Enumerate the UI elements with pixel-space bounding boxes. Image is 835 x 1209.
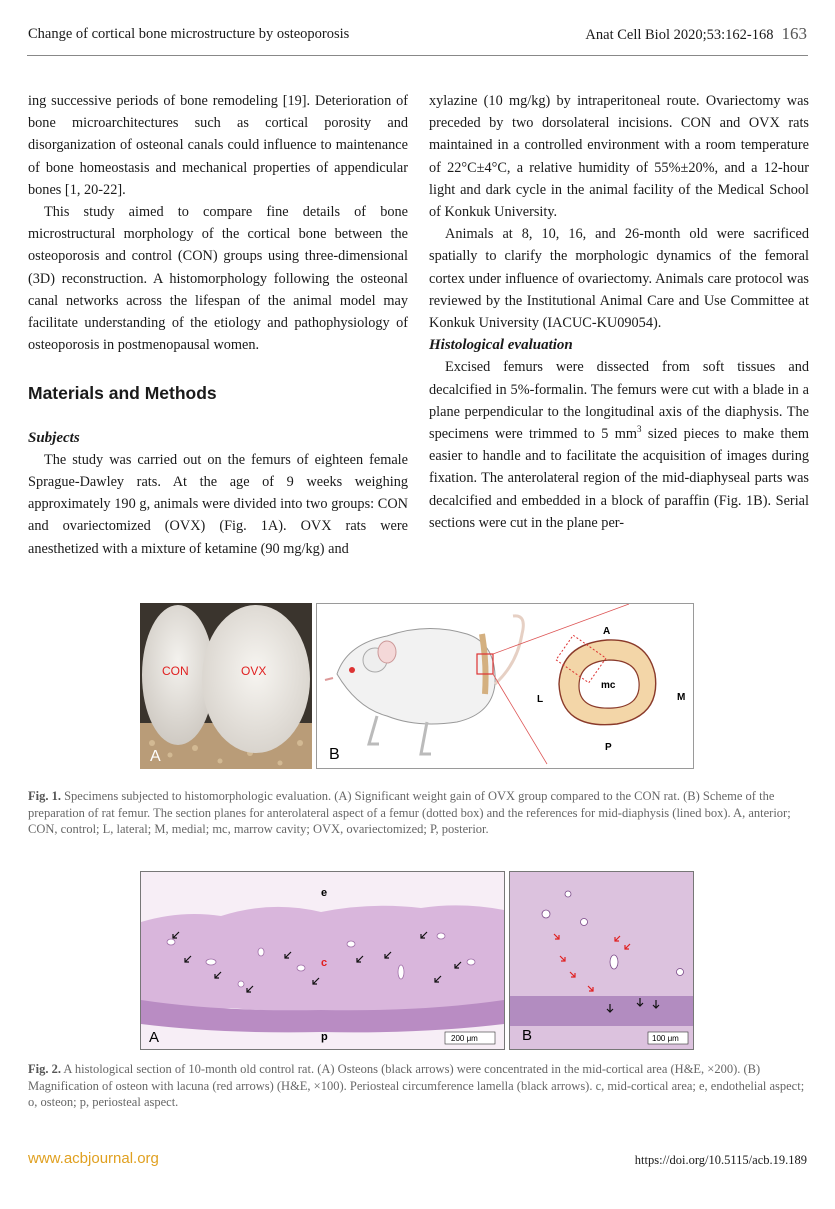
paragraph: This study aimed to compare fine details of bone microstructural morphology of the cortical bone between the osteoporosis and control (CON) groups using three-dimensional (3D) reconstruction. A histomorphology following the osteonal canal networks across the lifespan of the animal model may facilitate understanding of the etiology and pathophysiology of osteoporosis in postmenopausal women. xyxy=(28,204,408,354)
histology-section-a xyxy=(141,872,504,1049)
figure2-panel-b-histology xyxy=(509,871,694,1050)
rat-illustration xyxy=(325,616,523,754)
figure1-panel-a-photo xyxy=(140,603,312,769)
paragraph: xylazine (10 mg/kg) by intraperitoneal route. Ovariectomy was preceded by two dorsolateral incisions. CON and OVX rats maintained in a controlled environment with a room temperature of 22°C±4°C, a relative humidity of 55%±20%, and a 12-hour light and dark cycle in the animal facility of the Medical School of Konkuk University. xyxy=(429,93,809,221)
section-heading: Materials and Methods xyxy=(28,383,217,404)
label-posterior: P xyxy=(605,742,612,753)
paragraph: Animals at 8, 10, 16, and 26-month old were sacrificed spatially to clarify the morphologic dynamics of the femoral cortex under influence of ovariectomy. Animals care protocol was reviewed by the Institutional Animal Care and Use Committee at Konkuk University (IACUC-KU09054). xyxy=(429,226,809,332)
label-marrow-cavity: mc xyxy=(601,680,616,691)
label-anterior: A xyxy=(603,626,611,637)
citation-text: Anat Cell Biol 2020;53:162-168 xyxy=(585,27,774,43)
label-lateral: L xyxy=(537,694,544,705)
caption-label: Fig. 1. xyxy=(28,789,61,803)
figure1-panel-b-diagram xyxy=(316,603,694,769)
journal-website-link[interactable]: www.acbjournal.org xyxy=(28,1150,159,1167)
label-medial: M xyxy=(677,692,686,703)
superscript: 3 xyxy=(637,424,642,435)
label-e: e xyxy=(321,887,328,899)
panel-label-b: B xyxy=(522,1027,533,1044)
subheading-histology: Histological evaluation xyxy=(429,337,573,354)
con-label: CON xyxy=(162,664,189,678)
caption-text: Specimens subjected to histomorphologic evaluation. (A) Significant weight gain of OVX group compared to the CON rat. (B) Scheme of the preparation of rat femur. The section planes for anterolateral aspect of a femur (dotted box) and the references for mid-diaphysis (lined box). A, anterior; CON, control; L, lateral; M, medial; mc, marrow cavity; OVX, ovariectomized; P, posterior. xyxy=(28,789,791,836)
paragraph: The study was carried out on the femurs of eighteen female Sprague-Dawley rats. At the age of 9 weeks weighing approximately 190 g, animals were divided into two groups: CON and ovariectomized (OVX) (Fig. 1A). OVX rats were anesthetized with a mixture of ketamine (90 mg/kg) and xyxy=(28,451,408,557)
header-rule xyxy=(27,55,808,56)
right-column xyxy=(429,90,809,534)
caption-text: A histological section of 10-month old control rat. (A) Osteons (black arrows) were concentrated in the mid-cortical area (H&E, ×200). (B) Magnification of osteon with lacuna (red arrows) (H&E, ×100). Periosteal circumference lamella (black arrows). c, mid-cortical area; e, endothelial aspect; o, osteon; p, periosteal aspect. xyxy=(28,1062,805,1109)
femur-schematic xyxy=(317,604,693,768)
panel-label-b: B xyxy=(329,746,340,763)
doi-link[interactable]: https://doi.org/10.5115/acb.19.189 xyxy=(634,1153,807,1167)
figure1-caption xyxy=(28,788,808,838)
label-p: p xyxy=(321,1031,328,1043)
panel-label-a: A xyxy=(149,1029,160,1046)
figure2-panel-a-histology xyxy=(140,871,505,1050)
paragraph: ing successive periods of bone remodeling [19]. Deterioration of bone microarchitectures such as cortical porosity and disorganization of osteonal canals could influence to maintenance of bone homeostasis and mechanical properties of appendicular bones [1, 20-22]. xyxy=(28,93,408,198)
paragraph-text: Excised femurs were dissected from soft tissues and decalcified in 5%-formalin. The femurs were cut with a blade in a plane perpendicular to the longitudinal axis of the diaphysis. The specimens were trimmed to 5 mm xyxy=(429,359,809,443)
histology-section-b xyxy=(510,872,693,1049)
subheading-subjects: Subjects xyxy=(28,429,80,446)
journal-citation xyxy=(585,24,807,44)
label-c: c xyxy=(321,957,328,969)
panel-label-a: A xyxy=(150,748,161,765)
scale-label-a: 200 μm xyxy=(451,1034,478,1043)
ovx-label: OVX xyxy=(241,664,267,678)
scale-label-b: 100 μm xyxy=(652,1034,679,1043)
paragraph-text: sized pieces to make them easier to handle and to facilitate the acquisition of images during fixation. The anterolateral region of the mid-diaphyseal parts was decalcified and embedded in a block of paraffin (Fig. 1B). Serial sections were cut in the plane per- xyxy=(429,426,810,531)
page-number: 163 xyxy=(781,24,807,43)
figure2-caption xyxy=(28,1061,808,1111)
left-column xyxy=(28,90,408,560)
ovx-rat xyxy=(202,605,310,753)
running-title: Change of cortical bone microstructure by osteoporosis xyxy=(28,26,350,42)
caption-label: Fig. 2. xyxy=(28,1062,61,1076)
paragraph xyxy=(429,356,809,534)
rats-photo xyxy=(140,603,312,769)
